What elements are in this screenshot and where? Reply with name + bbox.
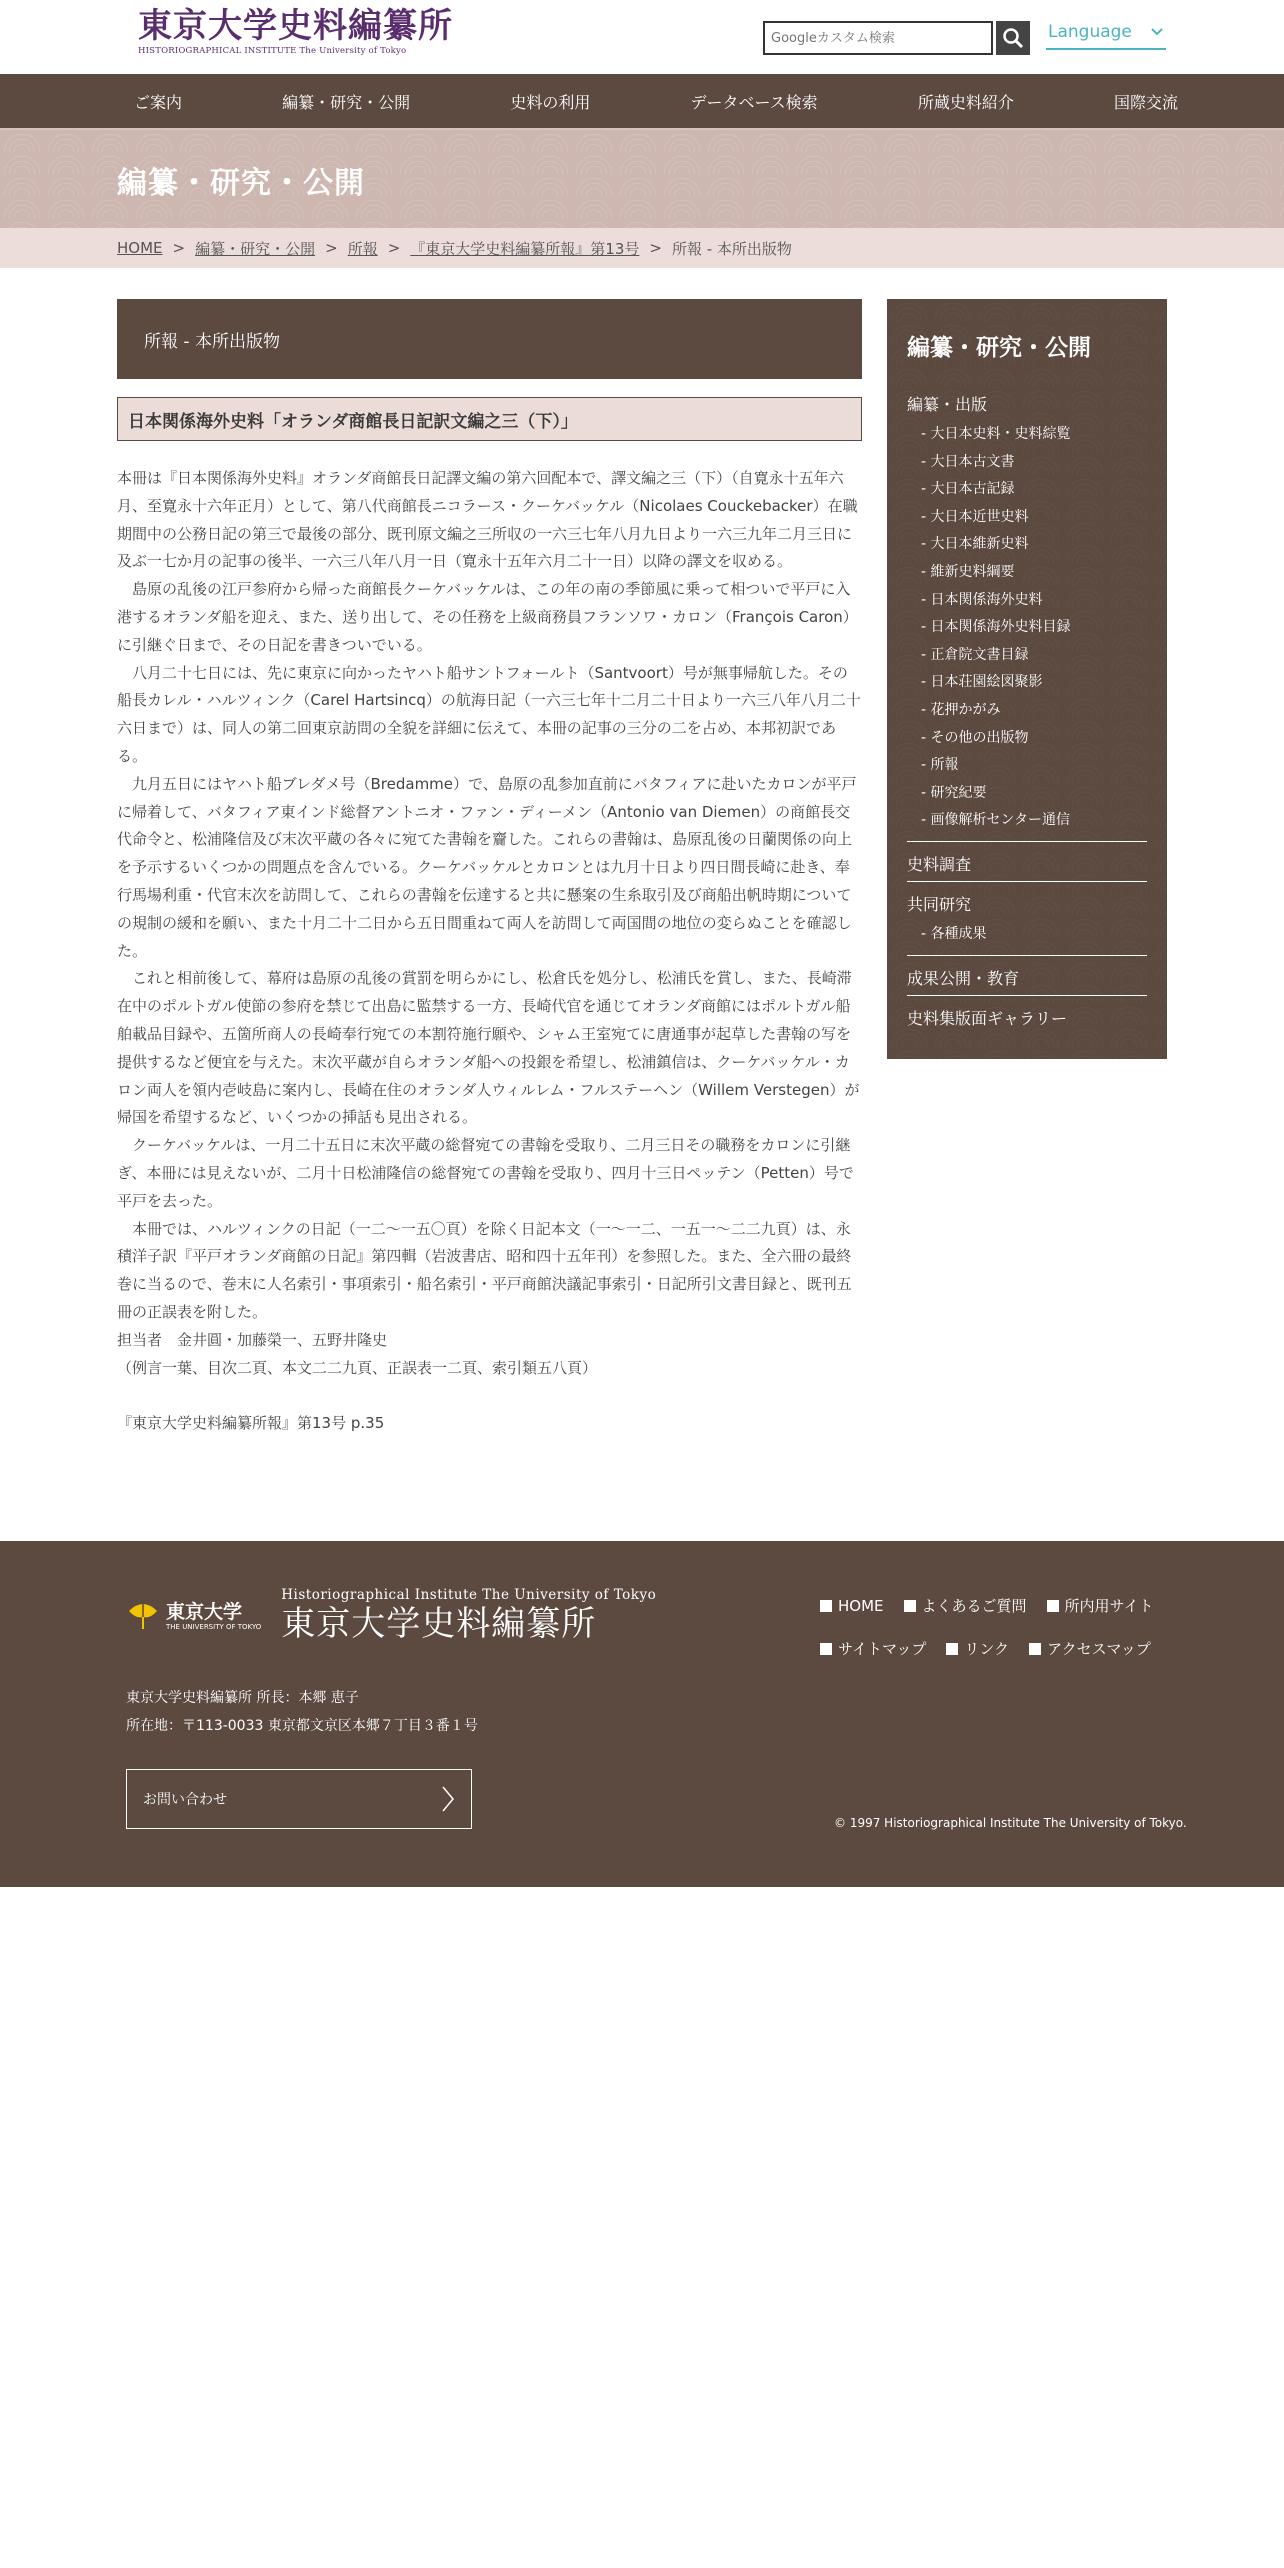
sidebar-subitem[interactable]: - 日本荘園絵図聚影 bbox=[921, 674, 1043, 691]
sidebar-subitem[interactable]: - 正倉院文書目録 bbox=[921, 646, 1029, 663]
footer-link-faq[interactable] bbox=[904, 1595, 1027, 1616]
square-bullet-icon bbox=[946, 1643, 958, 1655]
footer-link-label: アクセスマップ bbox=[1047, 1640, 1151, 1658]
square-bullet-icon bbox=[820, 1600, 832, 1612]
sidebar-subitem[interactable]: - 画像解析センター通信 bbox=[921, 812, 1070, 829]
language-select[interactable] bbox=[1046, 22, 1166, 50]
section-header: 所報 - 本所出版物 bbox=[117, 299, 862, 379]
sidebar-subitem[interactable]: - 大日本古記録 bbox=[921, 481, 1015, 498]
nav-item-use[interactable]: 史料の利用 bbox=[510, 92, 591, 112]
article-body bbox=[117, 465, 862, 1382]
sidebar-subitem[interactable]: - 大日本史料・史料綜覧 bbox=[921, 426, 1071, 442]
nav-item-guide[interactable]: ご案内 bbox=[134, 92, 183, 112]
site-header bbox=[0, 0, 1284, 74]
article-paragraph: 八月二十七日には、先に東京に向かったヤハト船サントフォールト（Santvoort）号が無事帰航した。その船長カレル・ハルツィンク（Carel Hartsincq）の航海日記（一六三七年十二月二十日より一六三八年八月二十六日まで）は、同人の第二回東京訪問の全貌を詳細に伝えて、本冊の記事の三分の二を占め、本邦初訳である。 bbox=[117, 663, 861, 765]
article-paragraph: クーケバッケルは、一月二十五日に末次平蔵の総督宛ての書翰を受取り、二月三日その職務をカロンに引継ぎ、本冊には見えないが、二月十日松浦隆信の総督宛ての書翰を受取り、四月十三日ペッテン（Petten）号で平戸を去った。 bbox=[117, 1136, 854, 1210]
footer-link-sitemap[interactable] bbox=[820, 1638, 926, 1659]
footer-director: 東京大学史料編纂所 所長：本郷 恵子 bbox=[126, 1690, 359, 1706]
footer-institute-jp: 東京大学史料編纂所 bbox=[281, 1604, 597, 1644]
footer-link-label: リンク bbox=[964, 1640, 1010, 1658]
square-bullet-icon bbox=[1029, 1643, 1041, 1655]
footer-link-links[interactable] bbox=[946, 1638, 1009, 1659]
footer-link-internal[interactable] bbox=[1047, 1595, 1154, 1616]
sidebar-divider bbox=[907, 995, 1147, 996]
breadcrumb-home[interactable]: HOME bbox=[117, 239, 163, 257]
sidebar-subitem[interactable]: - 日本関係海外史料 bbox=[921, 591, 1043, 608]
breadcrumb-report[interactable]: 所報 bbox=[347, 239, 378, 258]
sidebar bbox=[887, 299, 1167, 1059]
sidebar-item-gallery[interactable]: 史料集版面ギャラリー bbox=[907, 1008, 1068, 1028]
sidebar-subitem[interactable]: - 大日本近世史料 bbox=[921, 508, 1029, 525]
sidebar-subitem[interactable]: - 所報 bbox=[921, 757, 959, 774]
search-button[interactable] bbox=[996, 21, 1030, 55]
article-paragraph: 九月五日にはヤハト船ブレダメ号（Bredamme）で、島原の乱参加直前にバタフィアに赴いたカロンが平戸に帰着して、バタフィア東インド総督アントニオ・ファン・ディーメン（Antonio van Diemen）の商館長交代命令と、松浦隆信及び末次平蔵の各々に宛てた書翰を齎した。これらの書翰は、島原乱後の日蘭関係の向上を予示するいくつかの問題点を含んでいる。クーケバッケルとカロンとは九月十日より四日間長崎に赴き、奉行馬場利重・代官末次を訪問して、これらの書翰を伝達すると共に懸案の生糸取引及び商船出帆時期についての規制の緩和を願い、また十月二十二日から五日間重ねて両人を訪問して両国間の地位の変らぬことを確認した。 bbox=[117, 774, 857, 960]
article-paragraph: 本冊では、ハルツィンクの日記（一二〜一五〇頁）を除く日記本文（一〜一二、一五一〜二二九頁）は、永積洋子訳『平戸オランダ商館の日記』第四輯（岩波書店、昭和四十五年刊）を参照した。また、全六冊の最終巻に当るので、巻末に人名索引・事項索引・船名索引・平戸商館決議記事索引・日記所引文書目録と、既刊五冊の正誤表を附した。 bbox=[117, 1219, 852, 1321]
sidebar-divider bbox=[907, 881, 1147, 882]
nav-item-database[interactable]: データベース検索 bbox=[690, 92, 818, 112]
article-credits: 担当者 金井圓・加藤榮一、五野井隆史 bbox=[117, 1330, 388, 1349]
logo-subtitle: HISTORIOGRAPHICAL INSTITUTE The University of Tokyo bbox=[138, 46, 407, 56]
footer-link-home[interactable] bbox=[820, 1595, 884, 1616]
breadcrumb-current: 所報 - 本所出版物 bbox=[671, 239, 792, 258]
contact-button[interactable] bbox=[126, 1769, 472, 1829]
sidebar-subitem[interactable]: - 花押かがみ bbox=[921, 701, 1001, 718]
logo-title: 東京大学史料編纂所 bbox=[138, 6, 453, 46]
square-bullet-icon bbox=[904, 1600, 916, 1612]
sidebar-subitem[interactable]: - 研究紀要 bbox=[921, 784, 987, 801]
site-footer bbox=[0, 1541, 1284, 1887]
sidebar-item-survey[interactable]: 史料調査 bbox=[907, 854, 972, 874]
sidebar-title: 編纂・研究・公開 bbox=[907, 335, 1091, 361]
sidebar-subitem[interactable]: - その他の出版物 bbox=[921, 729, 1029, 746]
breadcrumb-separator: > bbox=[325, 239, 338, 257]
contact-label: お問い合わせ bbox=[143, 1792, 227, 1808]
footer-address: 所在地：〒113-0033 東京都文京区本郷７丁目３番１号 bbox=[126, 1718, 478, 1734]
breadcrumb-separator: > bbox=[172, 239, 186, 257]
sidebar-subitem[interactable]: - 大日本維新史料 bbox=[921, 536, 1029, 553]
sidebar-item-publishing[interactable]: 編纂・出版 bbox=[907, 395, 988, 414]
breadcrumb-separator: > bbox=[649, 239, 662, 257]
footer-link-access[interactable] bbox=[1029, 1638, 1151, 1659]
footer-ut-en: THE UNIVERSITY OF TOKYO bbox=[166, 1623, 262, 1631]
breadcrumb-separator: > bbox=[387, 239, 401, 257]
sidebar-item-joint-research[interactable]: 共同研究 bbox=[907, 894, 972, 914]
footer-info bbox=[126, 1684, 478, 1740]
nav-item-research[interactable]: 編纂・研究・公開 bbox=[282, 92, 411, 112]
article-paragraph: これと相前後して、幕府は島原の乱後の賞罰を明らかにし、松倉氏を処分し、松浦氏を賞し、また、長崎滞在中のポルトガル使節の参府を禁じて出島に監禁する一方、長崎代官を通じてオランダ商館にはポルトガル船舶載品目録や、五箇所商人の長崎奉行宛ての本割符施行願や、シャム王室宛てに唐通事が起草した書翰の写を提供するなど便宜を与えた。末次平蔵が自らオランダ船への投銀を希望し、松浦鎮信は、クーケバッケル・カロン両人を領内壱岐島に案内し、長崎在住のオランダ人ウィルレム・フルステーヘン（Willem Verstegen）が帰国を希望するなど、いくつかの挿話も見出される。 bbox=[117, 969, 860, 1127]
chevron-down-icon bbox=[1150, 27, 1164, 37]
sidebar-divider bbox=[907, 841, 1147, 842]
article-paragraph: 島原の乱後の江戸参府から帰った商館長クーケバッケルは、この年の南の季節風に乗って相ついで平戸に入港するオランダ船を迎え、また、送り出して、その任務を上級商務員フランソワ・カロン（François Caron）に引継ぐ日まで、その日記を書きついでいる。 bbox=[117, 580, 858, 654]
sidebar-subitem[interactable]: - 大日本古文書 bbox=[921, 453, 1015, 470]
footer-logo[interactable] bbox=[126, 1587, 656, 1645]
chevron-right-icon bbox=[441, 1785, 455, 1813]
main-content bbox=[117, 299, 862, 1433]
search-input[interactable] bbox=[763, 21, 993, 55]
main-nav bbox=[0, 74, 1284, 128]
footer-ut-name: 東京大学 bbox=[166, 1601, 243, 1623]
sidebar-subitem[interactable]: - 各種成果 bbox=[921, 925, 987, 942]
breadcrumb bbox=[0, 228, 1284, 268]
square-bullet-icon bbox=[1047, 1600, 1059, 1612]
page-title: 編纂・研究・公開 bbox=[117, 166, 365, 201]
sidebar-subitem[interactable]: - 日本関係海外史料目録 bbox=[921, 619, 1071, 636]
article-title: 日本関係海外史料「オランダ商館長日記訳文編之三（下）」 bbox=[117, 397, 862, 441]
nav-item-collection[interactable]: 所蔵史料紹介 bbox=[917, 92, 1014, 112]
nav-item-international[interactable]: 国際交流 bbox=[1113, 92, 1178, 112]
footer-link-label: 所内用サイト bbox=[1064, 1597, 1154, 1615]
sidebar-item-education[interactable]: 成果公開・教育 bbox=[907, 968, 1020, 988]
page-hero bbox=[0, 130, 1284, 228]
copyright: © 1997 Historiographical Institute The University of Tokyo. bbox=[834, 1816, 1187, 1830]
site-logo[interactable] bbox=[134, 2, 453, 60]
sidebar-subitem[interactable]: - 維新史料綱要 bbox=[921, 563, 1015, 580]
article-pages: （例言一葉、目次二頁、本文二二九頁、正誤表一二頁、索引類五八頁） bbox=[117, 1358, 598, 1377]
footer-link-label: よくあるご質問 bbox=[921, 1597, 1027, 1615]
footer-link-label: HOME bbox=[838, 1596, 884, 1615]
square-bullet-icon bbox=[820, 1643, 832, 1655]
language-label: Language bbox=[1048, 22, 1132, 42]
search-icon bbox=[1002, 27, 1024, 49]
breadcrumb-research[interactable]: 編纂・研究・公開 bbox=[195, 239, 316, 258]
ginkgo-icon bbox=[126, 1599, 160, 1633]
article-paragraph: 本冊は『日本関係海外史料』オランダ商館長日記譯文編の第六回配本で、譯文編之三（下）（自寛永十五年六月、至寛永十六年正月）として、第八代商館長ニコラース・クーケバッケル（Nicolaes Couckebacker）在職期間中の公務日記の第三で最後の部分、既刊原文編之三所収の一六三七年八月九日より一六三九年二月三日に及ぶ一七か月の記事の後半、一六三八年八月一日（寛永十五年六月二十一日）以降の譯文を収める。 bbox=[117, 469, 858, 571]
footer-link-label: サイトマップ bbox=[838, 1640, 927, 1658]
footer-institute-en: Historiographical Institute The University of Tokyo bbox=[281, 1587, 657, 1603]
footer-links bbox=[820, 1595, 1170, 1681]
breadcrumb-issue[interactable]: 『東京大学史料編纂所報』第13号 bbox=[410, 239, 640, 258]
sidebar-divider bbox=[907, 955, 1147, 956]
article-source: 『東京大学史料編纂所報』第13号 p.35 bbox=[117, 1414, 385, 1433]
